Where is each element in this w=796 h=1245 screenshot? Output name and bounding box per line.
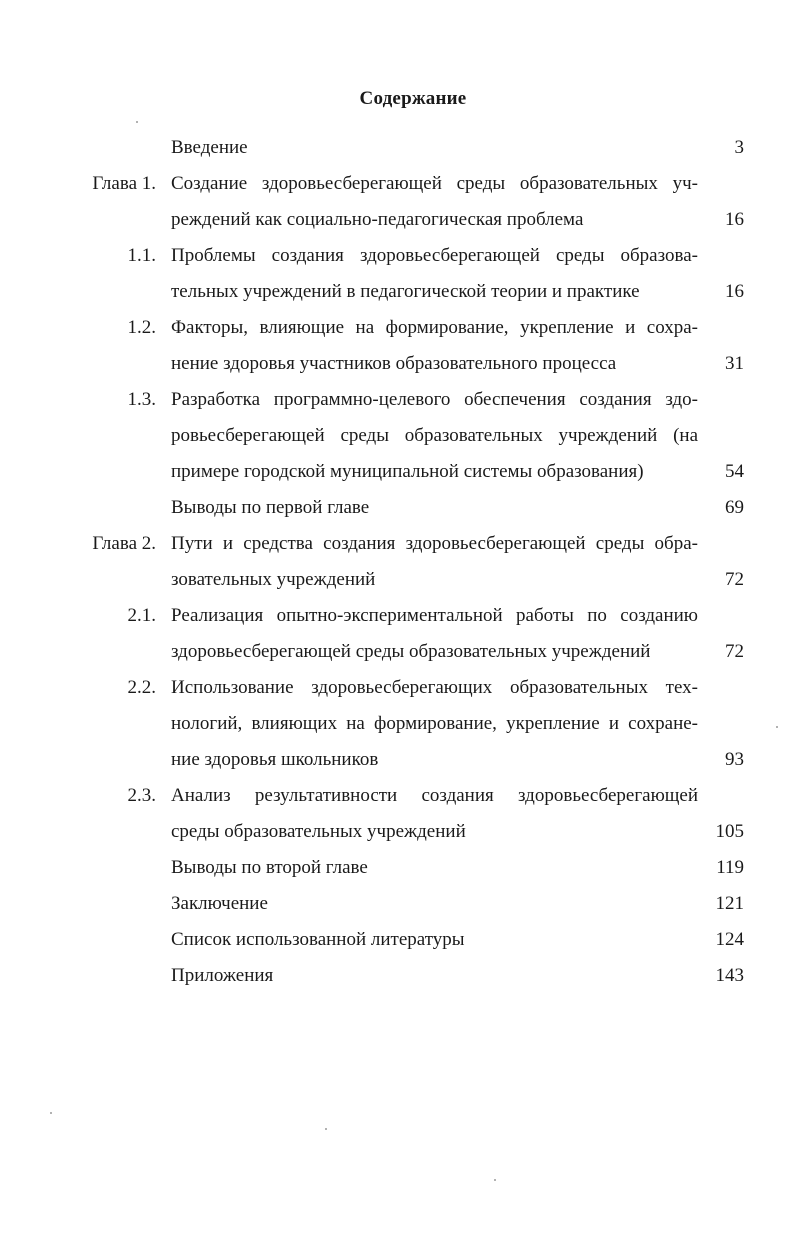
toc-entry-number: Глава 2. xyxy=(92,533,156,554)
toc-line xyxy=(0,202,796,238)
toc-entry-text: ние здоровья школьников xyxy=(171,749,379,770)
toc-line xyxy=(0,742,796,778)
toc-page-number: 72 xyxy=(725,641,744,662)
toc-entry-text: нологий, влияющих на формирование, укрепление и сохране- xyxy=(171,713,698,734)
toc-line xyxy=(0,562,796,598)
toc-entry-text: Использование здоровьесберегающих образовательных тех- xyxy=(171,677,698,698)
toc-line xyxy=(0,958,796,994)
toc-entry xyxy=(0,526,796,598)
toc-line xyxy=(0,346,796,382)
toc-entry-text: Пути и средства создания здоровьесберегающей среды обра- xyxy=(171,533,698,554)
toc-line xyxy=(0,274,796,310)
toc-entry-text: Разработка программно-целевого обеспечения создания здо- xyxy=(171,389,698,410)
toc-entry-text: тельных учреждений в педагогической теории и практике xyxy=(171,281,640,302)
toc-page-number: 93 xyxy=(725,749,744,770)
toc-entry xyxy=(0,166,796,238)
toc-line xyxy=(0,922,796,958)
toc-line xyxy=(0,130,796,166)
toc-entry-text: ровьесберегающей среды образовательных учреждений (на xyxy=(171,425,698,446)
toc-entry-number: 1.1. xyxy=(127,245,156,266)
table-of-contents xyxy=(0,130,796,994)
toc-line xyxy=(0,670,796,706)
toc-entry-text: Заключение xyxy=(171,893,268,914)
toc-entry-number: 1.2. xyxy=(127,317,156,338)
toc-entry-text: Выводы по первой главе xyxy=(171,497,370,518)
toc-page-number: 143 xyxy=(715,965,744,986)
toc-page-number: 69 xyxy=(725,497,744,518)
toc-entry-number: 2.3. xyxy=(127,785,156,806)
toc-page-number: 31 xyxy=(725,353,744,374)
toc-entry-text: зовательных учреждений xyxy=(171,569,376,590)
toc-entry-text: Создание здоровьесберегающей среды образовательных уч- xyxy=(171,173,698,194)
toc-line xyxy=(0,526,796,562)
toc-entry-text: Факторы, влияющие на формирование, укрепление и сохра- xyxy=(171,317,698,338)
scan-speck xyxy=(50,1112,52,1114)
toc-line xyxy=(0,886,796,922)
toc-page-number: 16 xyxy=(725,209,744,230)
toc-entry xyxy=(0,778,796,850)
toc-entry xyxy=(0,598,796,670)
toc-entry-text: Список использованной литературы xyxy=(171,929,465,950)
toc-line xyxy=(0,418,796,454)
toc-page-number: 119 xyxy=(716,857,744,878)
toc-entry-number: 1.3. xyxy=(127,389,156,410)
toc-page-number: 124 xyxy=(715,929,744,950)
toc-entry xyxy=(0,886,796,922)
toc-line xyxy=(0,166,796,202)
toc-line xyxy=(0,634,796,670)
toc-line xyxy=(0,310,796,346)
toc-line xyxy=(0,814,796,850)
scan-speck xyxy=(776,726,778,728)
toc-line xyxy=(0,850,796,886)
toc-entry xyxy=(0,310,796,382)
toc-page-number: 54 xyxy=(725,461,744,482)
toc-entry-number: 2.1. xyxy=(127,605,156,626)
toc-entry xyxy=(0,850,796,886)
scan-speck xyxy=(325,1128,327,1130)
toc-line xyxy=(0,706,796,742)
toc-entry-number: 2.2. xyxy=(127,677,156,698)
toc-entry-text: Проблемы создания здоровьесберегающей среды образова- xyxy=(171,245,698,266)
scan-speck xyxy=(136,121,138,123)
toc-entry-text: Приложения xyxy=(171,965,274,986)
toc-entry xyxy=(0,238,796,310)
toc-entry xyxy=(0,958,796,994)
toc-page-number: 72 xyxy=(725,569,744,590)
toc-entry-text: реждений как социально-педагогическая проблема xyxy=(171,209,584,230)
toc-entry-text: Реализация опытно-экспериментальной работы по созданию xyxy=(171,605,698,626)
toc-entry xyxy=(0,130,796,166)
toc-entry xyxy=(0,670,796,778)
toc-line xyxy=(0,778,796,814)
toc-entry-text: нение здоровья участников образовательного процесса xyxy=(171,353,617,374)
toc-line xyxy=(0,598,796,634)
toc-entry-text: Анализ результативности создания здоровьесберегающей xyxy=(171,785,698,806)
toc-entry-text: здоровьесберегающей среды образовательных учреждений xyxy=(171,641,651,662)
toc-page-number: 16 xyxy=(725,281,744,302)
toc-entry-text: примере городской муниципальной системы образования) xyxy=(171,461,644,482)
toc-entry-text: среды образовательных учреждений xyxy=(171,821,466,842)
toc-line xyxy=(0,382,796,418)
toc-entry-text: Введение xyxy=(171,137,248,158)
toc-page-number: 105 xyxy=(715,821,744,842)
toc-entry xyxy=(0,382,796,490)
scan-speck xyxy=(494,1179,496,1181)
toc-entry-number: Глава 1. xyxy=(92,173,156,194)
page-title: Содержание xyxy=(359,88,467,109)
toc-page-number: 121 xyxy=(715,893,744,914)
toc-line xyxy=(0,238,796,274)
toc-entry xyxy=(0,922,796,958)
toc-line xyxy=(0,490,796,526)
toc-entry xyxy=(0,490,796,526)
toc-page-number: 3 xyxy=(734,137,744,158)
toc-line xyxy=(0,454,796,490)
toc-entry-text: Выводы по второй главе xyxy=(171,857,368,878)
